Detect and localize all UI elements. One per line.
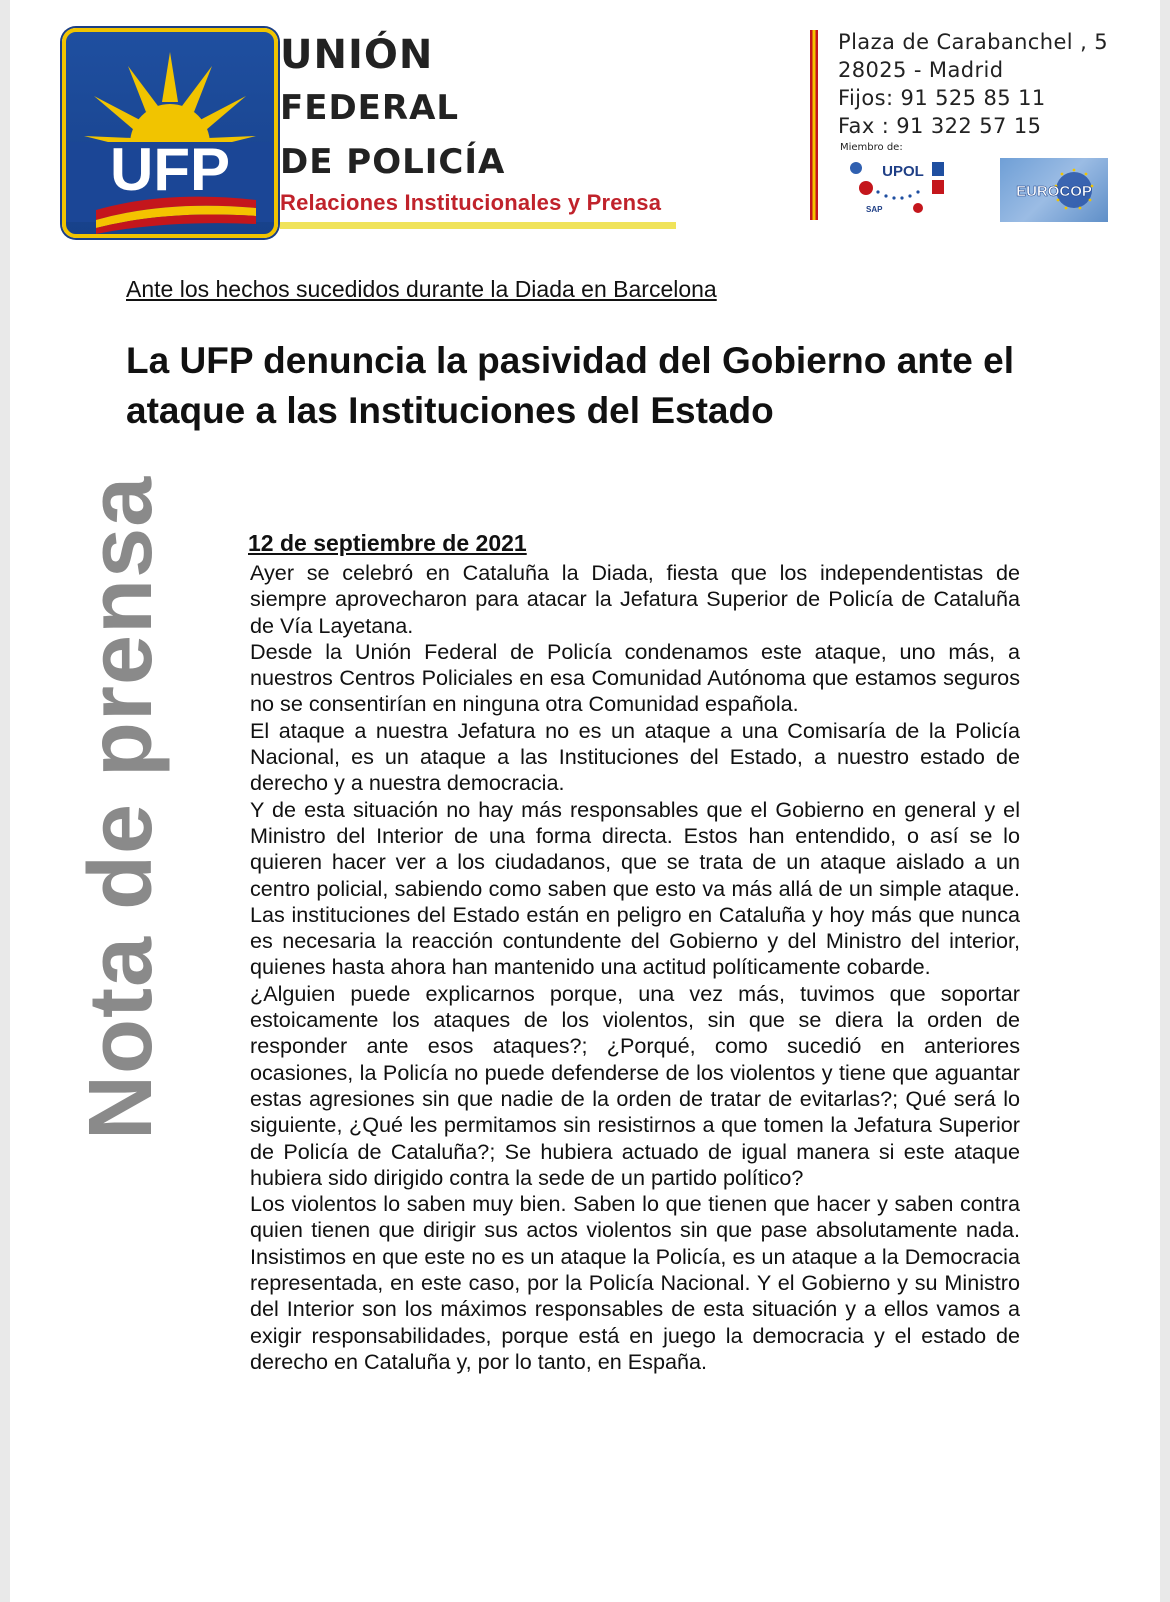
kicker-subtitle: Ante los hechos sucedidos durante la Diada en Barcelona <box>126 276 717 302</box>
release-date: 12 de septiembre de 2021 <box>248 530 527 556</box>
phone-number: Fijos: 91 525 85 11 <box>838 86 1046 110</box>
address-line1: Plaza de Carabanchel , 5 <box>838 30 1108 54</box>
ufp-logo <box>62 28 278 238</box>
press-release-page <box>10 0 1160 1602</box>
org-name-line1: UNIÓN <box>280 32 434 78</box>
address-line2: 28025 - Madrid <box>838 58 1004 82</box>
body-paragraph: Los violentos lo saben muy bien. Saben lo que tienen que hacer y saben contra quien tienen que dirigir sus actos violentos sin que pase absolutamente nada. Insistimos en que este no es un ataque la Policía, es un ataque a la Democracia representada, en este caso, por la Policía Nacional. Y el Gobierno y su Ministro del Interior son los máximos responsables de esta situación y a ellos vamos a exigir responsabilidades, porque está en juego la democracia y el estado de derecho en Cataluña y, por lo tanto, en España. <box>250 1191 1020 1374</box>
subtitle-underline-bar <box>280 222 676 229</box>
body-paragraph: Y de esta situación no hay más responsables que el Gobierno en general y el Ministro del Interior de una forma directa. Estos han entendido, o así se lo quieren hacer ver a los ciudadanos, que se trata de un ataque aislado a un centro policial, sabiendo como saben que esto va más allá de un simple ataque. Las instituciones del Estado están en peligro en Cataluña y hoy más que nunca es necesaria la reacción contundente del Gobierno y del Ministro del interior, quienes hasta ahora han mantenido una actitud políticamente cobarde. <box>250 796 1020 980</box>
ufp-logo-graphic <box>66 32 274 234</box>
body-paragraph: Ayer se celebró en Cataluña la Diada, fiesta que los independentistas de siempre aprovecharon para atacar la Jefatura Superior de Policía de Cataluña de Vía Layetana. <box>250 560 1020 638</box>
eurocop-logo <box>1000 158 1108 222</box>
body-paragraph: Desde la Unión Federal de Policía condenamos este ataque, uno más, a nuestros Centros Policiales en esa Comunidad Autónoma que estamos seguros no se consentirían en ninguna otra Comunidad española. <box>250 638 1020 717</box>
body-paragraph: El ataque a nuestra Jefatura no es un ataque a una Comisaría de la Policía Nacional, es un ataque a las Instituciones del Estado, a nuestro estado de derecho y a nuestra democracia. <box>250 717 1020 796</box>
org-name-line2: FEDERAL <box>280 88 460 128</box>
svg-text:UPOL: UPOL <box>882 163 924 180</box>
svg-text:EUROCOP: EUROCOP <box>1016 183 1092 200</box>
body-text <box>250 560 1020 1375</box>
body-paragraph: ¿Alguien puede explicarnos porque, una vez más, tuvimos que soportar estoicamente los ataques de los violentos, sin que se diera la orden de responder ante esos ataques?; ¿Porqué, como sucedió en anteriores ocasiones, la Policía no puede defenderse de los violentos y tiene que aguantar estas agresiones sin que nadie de la orden de tratar de evitarlas?; Qué será lo siguiente, ¿Qué les permitamos sin resistirnos a que tomen la Jefatura Superior de Policía de Cataluña?; Se hubiera actuado de igual manera si este ataque hubiera sido dirigido contra la sede de un partido político? <box>250 980 1020 1190</box>
org-name-line3: DE POLICÍA <box>280 142 506 182</box>
side-label-nota-de-prensa: Nota de prensa <box>71 475 171 1140</box>
member-label: Miembro de: <box>840 142 903 153</box>
fax-number: Fax : 91 322 57 15 <box>838 114 1042 138</box>
svg-text:SAP: SAP <box>866 205 883 214</box>
logo-text: UFP <box>110 136 230 203</box>
spain-flag-stripe <box>810 30 818 220</box>
org-subtitle: Relaciones Institucionales y Prensa <box>280 190 662 215</box>
upol-logo <box>848 158 958 216</box>
press-release-headline: La UFP denuncia la pasividad del Gobierno ante el ataque a las Instituciones del Estado <box>126 340 1014 431</box>
